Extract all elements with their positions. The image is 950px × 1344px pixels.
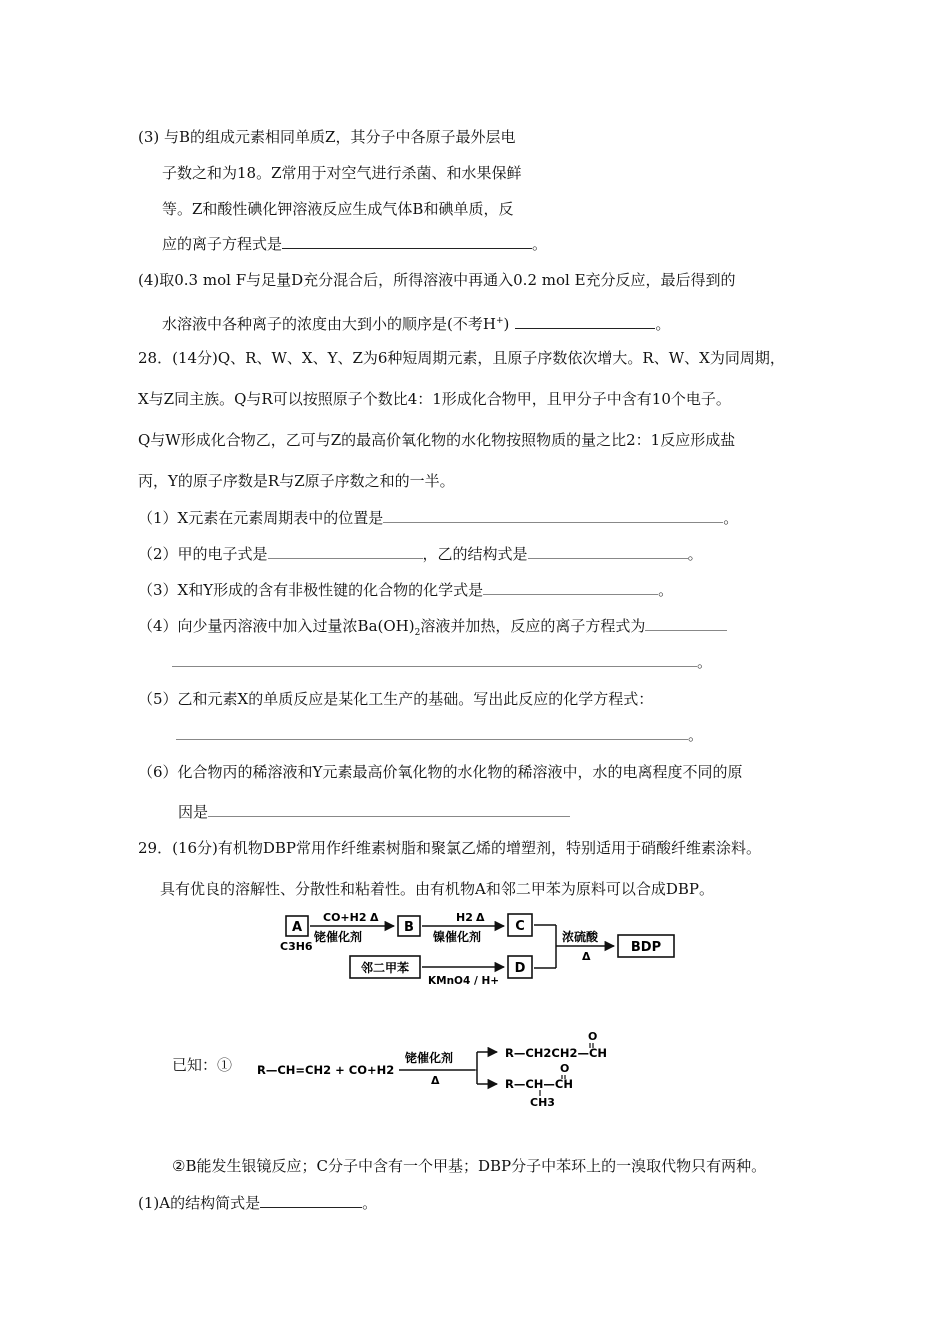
reagent2-top: H2 [456, 911, 473, 924]
delta-3: Δ [582, 950, 591, 963]
answer-blank[interactable] [483, 580, 658, 595]
q28-sub4-text: （4）向少量丙溶液中加入过量浓Ba(OH) [138, 617, 415, 635]
known-label: 已知：① [172, 1056, 233, 1074]
known-reaction [255, 1028, 615, 1110]
q28-sub4 [138, 616, 727, 643]
synthesis-scheme [278, 908, 688, 992]
known-product2: R—CH—CH [505, 1077, 573, 1091]
reagent1-bottom: 铑催化剂 [314, 930, 363, 944]
known-product1: R—CH2CH2—CH [505, 1046, 608, 1060]
q27-p4-text-end: ) [503, 315, 510, 333]
answer-blank[interactable] [268, 544, 423, 559]
answer-blank[interactable] [528, 544, 688, 559]
compound-d-label: D [514, 961, 526, 976]
answer-blank[interactable] [260, 1193, 362, 1208]
reagent1-top: CO+H2 [323, 911, 367, 924]
compound-b-label: B [404, 920, 414, 935]
q27-p3-line3: 等。Z和酸性碘化钾溶液反应生成气体B和碘单质，反 [162, 200, 514, 218]
q28-sub3-text: （3）X和Y形成的含有非极性键的化合物的化学式是 [138, 581, 484, 599]
q27-p4-line2: 水溶液中各种离子的浓度由大到小的顺序是(不考H+) 。 [162, 315, 671, 333]
known-oxygen-1: O [588, 1030, 598, 1043]
q28-sub2: （2）甲的电子式是 ，乙的结构式是 。 [138, 545, 703, 563]
compound-a-label: A [291, 920, 303, 935]
reagent4: KMnO4 / H+ [428, 975, 500, 987]
q28-line3: Q与W形成化合物乙，乙可与Z的最高价氧化物的水化物按照物质的量之比2：1反应形成盐 [138, 431, 736, 449]
q28-line4: 丙，Y的原子序数是R与Z原子序数之和的一半。 [138, 472, 455, 490]
answer-blank[interactable] [282, 234, 532, 249]
q28-sub4-text-b: 溶液并加热，反应的离子方程式为 [420, 617, 646, 635]
compound-a-formula: C3H6 [280, 940, 313, 953]
answer-blank[interactable] [645, 616, 727, 631]
q27-p3-line2: 子数之和为18。Z常用于对空气进行杀菌、和水果保鲜 [162, 164, 522, 182]
q28-sub5: （5）乙和元素X的单质反应是某化工生产的基础。写出此反应的化学方程式： [138, 690, 654, 708]
q29-sub1: (1)A的结构简式是 。 [138, 1194, 378, 1212]
q27-p4-text: 水溶液中各种离子的浓度由大到小的顺序是(不考H [162, 315, 496, 333]
known-reactant: R—CH=CH2 + CO+H2 [257, 1063, 395, 1077]
q27-p4-line1: (4)取0.3 mol F与足量D充分混合后，所得溶液中再通入0.2 mol E充分反应，最后得到的 [138, 271, 736, 289]
superscript: + [495, 316, 504, 326]
q28-sub6-text: 因是 [178, 803, 209, 821]
compound-c-label: C [515, 919, 525, 934]
delta-1: Δ [370, 911, 379, 924]
q28-sub1-text: （1）X元素在元素周期表中的位置是 [138, 509, 384, 527]
known-product2-methyl: CH3 [530, 1096, 555, 1109]
known-catalyst: 铑催化剂 [405, 1051, 454, 1065]
q28-sub2-text-a: （2）甲的电子式是 [138, 545, 268, 563]
q28-line1: 28．(14分)Q、R、W、X、Y、Z为6种短周期元素，且原子序数依次增大。R、W、X为同周期， [138, 349, 785, 367]
delta-2: Δ [476, 911, 485, 924]
reagent2-bottom: 镍催化剂 [433, 930, 482, 944]
answer-blank[interactable] [176, 725, 688, 740]
q29-line1: 29．(16分)有机物DBP常用作纤维素树脂和聚氯乙烯的增塑剂，特别适用于硝酸纤维素涂料。 [138, 839, 762, 857]
answer-blank[interactable] [208, 802, 570, 817]
q27-p3-text: 应的离子方程式是 [162, 235, 283, 253]
known-delta: Δ [431, 1074, 440, 1087]
q29-note2: ②B能发生银镜反应；C分子中含有一个甲基；DBP分子中苯环上的一溴取代物只有两种。 [172, 1157, 767, 1175]
q28-sub3: （3）X和Y形成的含有非极性键的化合物的化学式是 。 [138, 581, 674, 599]
q28-sub5-cont: 。 [176, 725, 703, 745]
product-label: BDP [630, 940, 662, 955]
q28-sub6-line1: （6）化合物丙的稀溶液和Y元素最高价氧化物的水化物的稀溶液中，水的电离程度不同的原 [138, 763, 743, 781]
q27-p3-line4: 应的离子方程式是 。 [162, 235, 548, 253]
q29-sub1-text: (1)A的结构简式是 [138, 1194, 261, 1212]
q28-sub4-cont: 。 [172, 652, 712, 672]
q28-sub6-line2 [178, 802, 570, 822]
q28-line2: X与Z同主族。Q与R可以按照原子个数比4：1形成化合物甲，且甲分子中含有10个电子。 [138, 390, 731, 408]
q29-line2: 具有优良的溶解性、分散性和粘着性。由有机物A和邻二甲苯为原料可以合成DBP。 [160, 880, 714, 898]
known-oxygen-2: O [560, 1062, 570, 1075]
answer-blank[interactable] [515, 314, 655, 329]
q28-sub2-text-b: ，乙的结构式是 [422, 545, 528, 563]
subscript: 2 [414, 628, 421, 638]
ortho-xylene-label: 邻二甲苯 [360, 961, 410, 975]
q27-p3-line1: (3) 与B的组成元素相同单质Z，其分子中各原子最外层电 [138, 128, 516, 146]
reagent3-top: 浓硫酸 [562, 930, 599, 944]
answer-blank[interactable] [383, 508, 723, 523]
q28-sub1: （1）X元素在元素周期表中的位置是 。 [138, 509, 739, 527]
answer-blank[interactable] [172, 652, 697, 667]
